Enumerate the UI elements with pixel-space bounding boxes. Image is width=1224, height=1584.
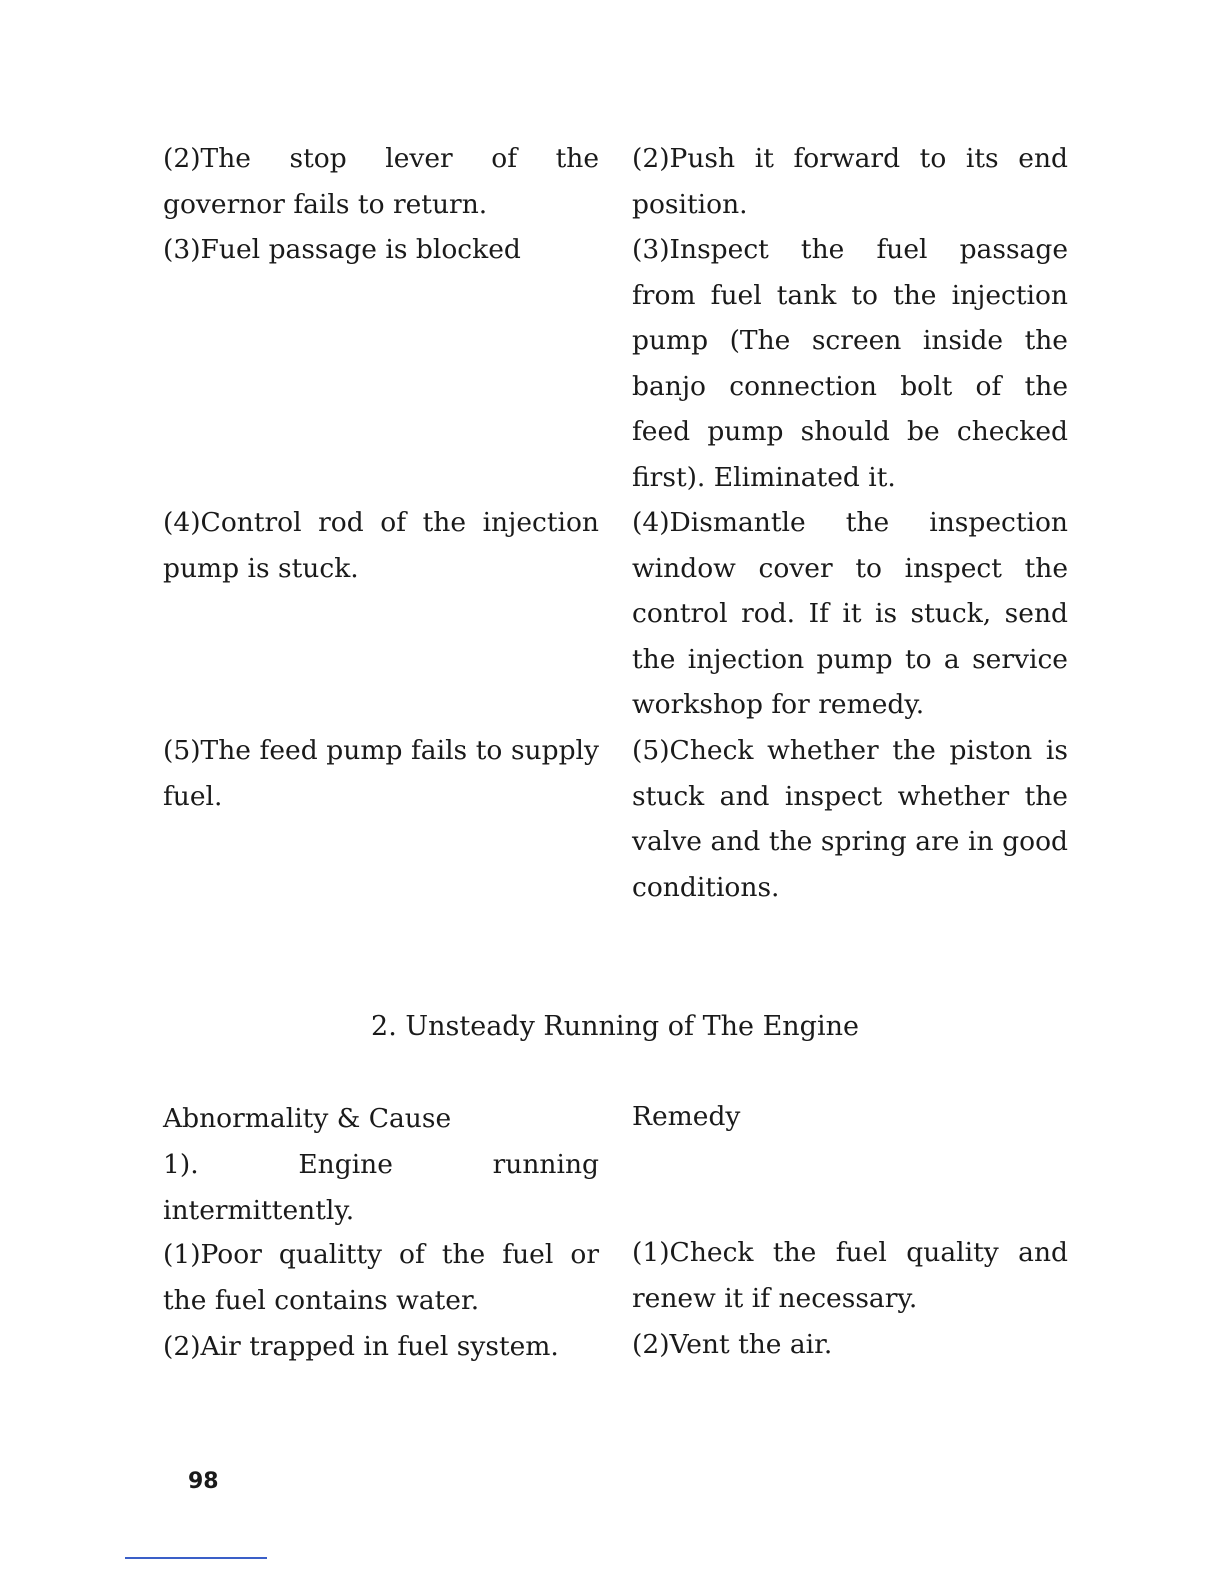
page-number: 98 bbox=[188, 1469, 219, 1494]
remedy-item: (5)Check whether the piston is stuck and inspect whether the valve and the spring are in good conditions. bbox=[632, 735, 1068, 903]
section-heading: 2. Unsteady Running of The Engine bbox=[371, 1011, 859, 1042]
cause-item: (2)The stop lever of the governor fails to return. bbox=[163, 143, 599, 220]
cause-item: 1). Engine running intermittently. bbox=[163, 1149, 599, 1226]
cause-header: Abnormality & Cause bbox=[163, 1103, 452, 1134]
remedy-item: (4)Dismantle the inspection window cover to inspect the control rod. If it is stuck, send the injection pump to a service workshop for remedy. bbox=[632, 507, 1068, 720]
remedy-item: (2)Push it forward to its end position. bbox=[632, 143, 1068, 220]
cause-item: (1)Poor qualitty of the fuel or the fuel contains water. bbox=[163, 1239, 599, 1316]
cause-item: (4)Control rod of the injection pump is stuck. bbox=[163, 507, 599, 584]
remedy-item: (1)Check the fuel quality and renew it if necessary. bbox=[632, 1237, 1068, 1314]
remedy-item: (2)Vent the air. bbox=[632, 1329, 833, 1360]
footer-divider bbox=[125, 1557, 267, 1559]
remedy-header: Remedy bbox=[632, 1101, 741, 1132]
cause-item: (5)The feed pump fails to supply fuel. bbox=[163, 735, 599, 812]
cause-item: (2)Air trapped in fuel system. bbox=[163, 1331, 559, 1362]
remedy-item: (3)Inspect the fuel passage from fuel tank to the injection pump (The screen inside the banjo connection bolt of the feed pump should be checked first). Eliminated it. bbox=[632, 234, 1068, 493]
cause-item: (3)Fuel passage is blocked bbox=[163, 234, 521, 265]
